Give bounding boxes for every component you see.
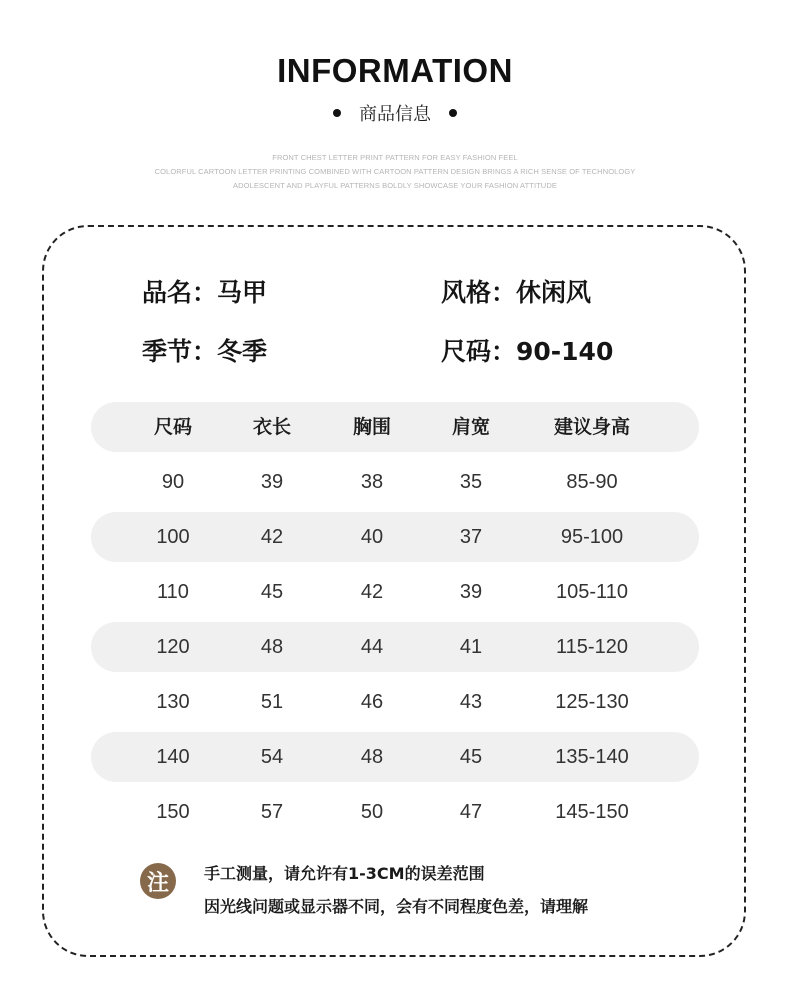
product-season: 季节：冬季 [142, 337, 268, 366]
cell-shoulder: 45 [459, 746, 483, 768]
note-badge: 注 [140, 863, 176, 899]
note-line-1: 手工测量，请允许有1-3CM的误差范围 [204, 864, 485, 883]
cell-size: 120 [156, 636, 190, 658]
cell-height: 115-120 [556, 636, 628, 658]
table-row [91, 457, 699, 507]
cell-shoulder: 41 [459, 636, 483, 658]
cell-size: 150 [156, 801, 190, 823]
cell-size: 140 [156, 746, 190, 768]
cell-chest: 50 [360, 801, 384, 823]
table-row [91, 512, 699, 562]
cell-length: 48 [260, 636, 284, 658]
tagline-3: ADOLESCENT AND PLAYFUL PATTERNS BOLDLY SHOWCASE YOUR FASHION ATTITUDE [233, 181, 557, 190]
product-size-range: 尺码：90-140 [441, 337, 614, 366]
cell-shoulder: 39 [459, 581, 483, 603]
size-table [91, 402, 699, 842]
cell-chest: 40 [360, 526, 384, 548]
table-row [91, 622, 699, 672]
cell-height: 145-150 [555, 801, 629, 823]
cell-shoulder: 35 [459, 471, 483, 493]
cell-shoulder: 37 [459, 526, 483, 548]
table-row [91, 787, 699, 837]
header-cell-shoulder: 肩宽 [451, 416, 490, 438]
cell-height: 95-100 [560, 526, 624, 548]
cell-height: 135-140 [555, 746, 629, 768]
cell-chest: 48 [360, 746, 384, 768]
table-row [91, 732, 699, 782]
table-row [91, 567, 699, 617]
cell-size: 130 [156, 691, 190, 713]
cell-height: 125-130 [555, 691, 629, 713]
cell-length: 42 [260, 526, 284, 548]
tagline-2: COLORFUL CARTOON LETTER PRINTING COMBINED WITH CARTOON PATTERN DESIGN BRINGS A RICH SENSE OF TECHNOLOGY [154, 167, 636, 176]
cell-chest: 44 [360, 636, 384, 658]
cell-size: 100 [156, 526, 190, 548]
header-cell-length: 衣长 [252, 416, 291, 438]
bullet-dot-icon [333, 109, 341, 117]
cell-length: 45 [260, 581, 284, 603]
page-title: INFORMATION [277, 52, 513, 89]
subtitle-row [0, 100, 790, 126]
tagline-1: FRONT CHEST LETTER PRINT PATTERN FOR EASY FASHION FEEL [272, 153, 518, 162]
cell-length: 57 [260, 801, 284, 823]
table-row [91, 677, 699, 727]
cell-length: 51 [260, 691, 284, 713]
table-header-row [91, 402, 699, 452]
note-line-2: 因光线问题或显示器不同，会有不同程度色差，请理解 [204, 897, 589, 916]
header-cell-size: 尺码 [153, 416, 192, 438]
product-style: 风格：休闲风 [441, 278, 592, 307]
cell-size: 110 [157, 581, 189, 603]
cell-length: 39 [260, 471, 284, 493]
cell-height: 85-90 [566, 471, 618, 493]
cell-shoulder: 47 [459, 801, 483, 823]
cell-height: 105-110 [556, 581, 628, 603]
subtitle: 商品信息 [359, 104, 431, 125]
cell-chest: 46 [360, 691, 384, 713]
header-cell-chest: 胸围 [352, 416, 391, 438]
cell-length: 54 [260, 746, 284, 768]
cell-size: 90 [161, 471, 185, 493]
cell-chest: 42 [360, 581, 384, 603]
cell-shoulder: 43 [459, 691, 483, 713]
header-cell-height: 建议身高 [553, 416, 630, 438]
bullet-dot-icon [449, 109, 457, 117]
cell-chest: 38 [360, 471, 384, 493]
product-name: 品名：马甲 [142, 278, 268, 307]
